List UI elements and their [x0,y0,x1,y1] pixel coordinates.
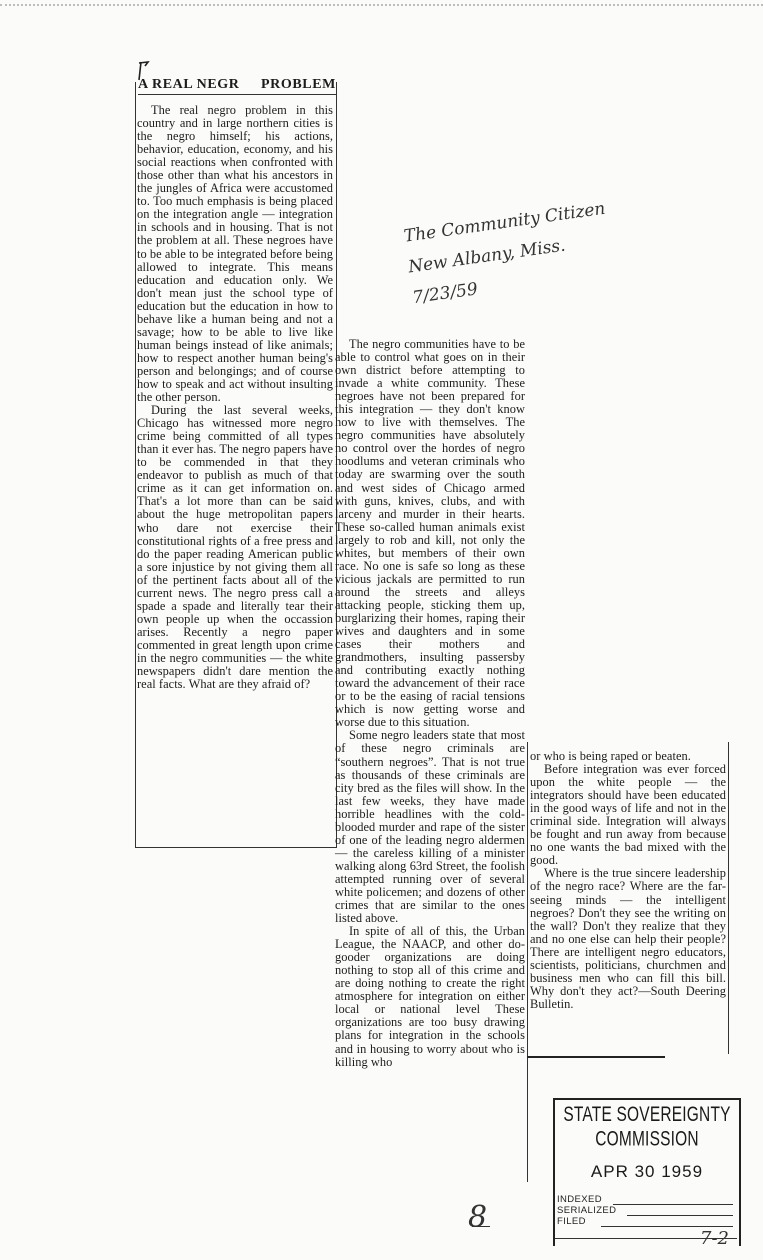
stamp-fields [557,1194,616,1227]
paragraph: During the last several weeks, Chicago has witnessed more negro crime being committed of all types than it ever has. The negro papers have to be commended in that they endeavor to publish as much of that crime as it can get information on. That's a lot more than can be said about the huge metropolitan papers who dare not exercise their constitutional rights of a free press and do the paper reading American public a sore injustice by not giving them all of the pertinent facts about all of the current news. The negro press call a spade a spade and literally tear their own people up when the occassion arises. Recently a negro paper commented in great length upon crime in the negro communities — the white newspapers didn't dare mention the real facts. What are they afraid of? [137,403,333,692]
handwritten-publication: The Community Citizen [402,198,607,247]
stamp-field-line [613,1204,733,1205]
article-column-2 [335,338,525,1069]
column-rule-left [135,82,136,847]
handwritten-source-note [402,187,663,314]
stamp-field-line [627,1215,733,1216]
article-column-1 [137,104,333,691]
column-rule-2 [527,742,528,1182]
stamp-field-serialized: SERIALIZED [557,1205,617,1216]
paragraph: Some negro leaders state that most of these negro criminals are “southern negroes”. That is not true as thousands of these criminals are city bred as the files will show. In the last few weeks, they have made horrible headlines with the cold-blooded murder and rape of the sister of one of the leading negro aldermen — the careless killing of a minister walking along 63rd Street, the foolish attempted running over of several white policemen; and dozens of other crimes that are similar to the ones listed above. [335,728,525,926]
headline-part-1: A REAL NEGR [138,77,240,92]
stamp-field-filed: FILED [557,1216,586,1227]
paragraph: The negro communities have to be able to control what goes on in their own district before attempting to invade a white community. These negroes have not been prepared for this integration — they don't know how to live with themselves. The negro communities have absolutely no control over the hordes of negro hoodlums and veteran criminals who today are swarming over the south and west sides of Chicago armed with guns, knives, clubs, and with larceny and murder in their hearts. These so-called human animals exist largely to rob and kill, not only the whites, but members of their own race. No one is safe so long as these vicious jackals are permitted to run around the streets and alleys attacking people, sticking them up, burglarizing their homes, raping their wives and daughters and in some cases their mothers and grandmothers, insulting passersby and contributing exactly nothing toward the advancement of their race or to be the easing of racial tensions which is now getting worse and worse due to this situation. [335,337,525,730]
column1-bottom-rule [135,847,337,848]
stamp-title: STATE SOVEREIGNTY COMMISSION [563,1103,731,1151]
paragraph: or who is being raped or beaten. [530,749,691,763]
handwritten-date: 7/23/59 [411,279,480,309]
paragraph: Before integration was ever forced upon the white people — the integrators should have been educated in the good ways of life and not in the criminal side. Integration will always be fought and run away from because no one wants the bad mixed with the good. [530,762,726,868]
column3-bottom-rule [527,1056,665,1058]
stamp-handwritten-mark: 7-2 [700,1228,729,1249]
scan-edge-dots [0,4,763,6]
paragraph: Where is the true sincere leadership of the negro race? Where are the far-seeing minds — the intelligent negroes? Don't they see the writing on the wall? Don't they realize that they and no one else can help their people? There are intelligent negro educators, scientists, politicians, churchmen and business men who can fill this bill. Why don't they act?—South Deering Bulletin. [530,866,726,1011]
article-column-3 [530,750,726,1011]
headline-part-2: PROBLEM [261,77,336,92]
commission-stamp [553,1098,741,1249]
column-rule-right [728,742,729,1054]
paragraph: In spite of all of this, the Urban League, the NAACP, and other do-gooder organizations are doing nothing to stop all of this crime and are doing nothing to create the right atmosphere for integration on either local or national level These organizations are too busy drawing plans for integration in the schools and in housing to worry about who is killing who [335,924,525,1069]
handwritten-page-number: 8 [468,1200,488,1235]
paragraph: The real negro problem in this country and in large northern cities is the negro himself; his actions, behavior, education, economy, and his social reactions when confronted with those other than what his ancestors in the jungles of Africa were accustomed to. Too much emphasis is being placed on the integration angle — integration in schools and in housing. That is not the problem at all. These negroes have to be able to be integrated before being allowed to integrate. This means education and education only. We don't mean just the school type of education but the education in how to behave like a human being and not a savage; how to be able to live like human beings instead of like animals; how to respect another human being's person and belongings; and of course how to speak and act without insulting the other person. [137,103,333,405]
stamp-date: APR 30 1959 [590,1162,704,1181]
handwritten-place: New Albany, Miss. [407,235,567,278]
stamp-field-indexed: INDEXED [557,1194,603,1205]
page-number-dash [472,1226,490,1227]
headline [138,77,336,95]
stamp-field-line [601,1226,733,1227]
